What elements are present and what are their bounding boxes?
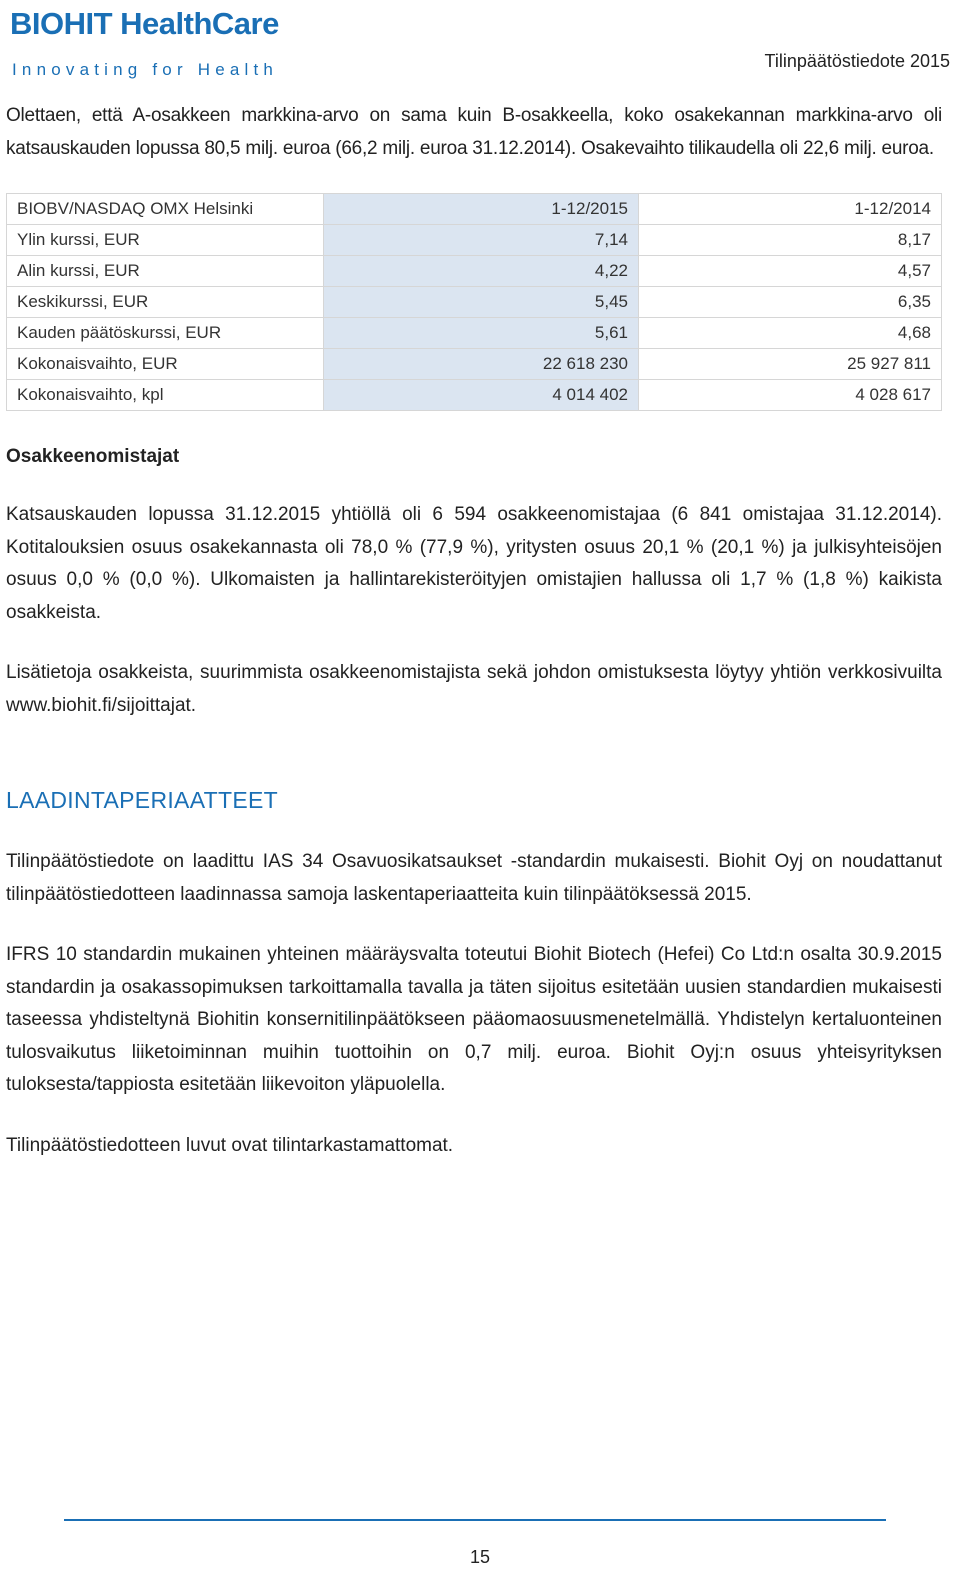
page-content [6, 100, 942, 1162]
table-cell-2014: 25 927 811 [639, 349, 942, 380]
table-cell-2015: 22 618 230 [324, 349, 639, 380]
table-cell-2015: 5,61 [324, 318, 639, 349]
table-row-label: Alin kurssi, EUR [7, 256, 324, 287]
table-header-cell: 1-12/2015 [324, 194, 639, 225]
table-row [7, 380, 942, 411]
table-row-label: Kokonaisvaihto, kpl [7, 380, 324, 411]
document-title: Tilinpäätöstiedote 2015 [764, 51, 950, 71]
table-row-label: Kauden päätöskurssi, EUR [7, 318, 324, 349]
table-header-row [7, 194, 942, 225]
table-cell-2015: 4,22 [324, 256, 639, 287]
table-row-label: Ylin kurssi, EUR [7, 225, 324, 256]
page-number: 15 [469, 1547, 491, 1567]
shareholders-paragraph: Katsauskauden lopussa 31.12.2015 yhtiöllä oli 6 594 osakkeenomistajaa (6 841 omistajaa 31.12.2014). Kotitalouksien osuus osakekannasta oli 78,0 % (77,9 %), yritysten osuus 20,1 % (20,1 %) ja julkisyhteisöjen osuus 0,0 % (0,0 %). Ulkomaisten ja hallintarekisteröityjen omistajien hallussa oli 1,7 % (1,8 %) kaikista osakkeista. [6, 504, 942, 623]
intro-paragraph: Olettaen, että A-osakkeen markkina-arvo on sama kuin B-osakkeella, koko osakekannan markkina-arvo oli katsauskauden lopussa 80,5 milj. euroa (66,2 milj. euroa 31.12.2014). Osakevaihto tilikaudella oli 22,6 milj. euroa. [6, 105, 942, 159]
logo-tagline: Innovating for Health [12, 60, 279, 79]
table-cell-2014: 4 028 617 [639, 380, 942, 411]
table-cell-2014: 8,17 [639, 225, 942, 256]
table-header-cell: 1-12/2014 [639, 194, 942, 225]
table-header-cell: BIOBV/NASDAQ OMX Helsinki [7, 194, 324, 225]
table-row [7, 287, 942, 318]
table-row-label: Keskikurssi, EUR [7, 287, 324, 318]
table-row-label: Kokonaisvaihto, EUR [7, 349, 324, 380]
table-cell-2014: 4,57 [639, 256, 942, 287]
shareholders-heading: Osakkeenomistajat [6, 446, 180, 467]
table-cell-2014: 6,35 [639, 287, 942, 318]
table-cell-2015: 7,14 [324, 225, 639, 256]
table-row [7, 256, 942, 287]
footer-divider [64, 1519, 886, 1521]
share-price-table [6, 193, 942, 411]
principles-heading: LAADINTAPERIAATTEET [6, 787, 278, 813]
table-row [7, 225, 942, 256]
page-header [0, 0, 960, 90]
unaudited-note: Tilinpäätöstiedotteen luvut ovat tilintarkastamattomat. [6, 1134, 454, 1156]
table-cell-2014: 4,68 [639, 318, 942, 349]
principles-paragraph: Tilinpäätöstiedote on laadittu IAS 34 Osavuosikatsaukset -standardin mukaisesti. Biohit Oyj on noudattanut tilinpäätöstiedotteen laadinnassa samoja laskentaperiaatteita kuin tilinpäätöksessä 2015. [6, 851, 942, 905]
ifrs10-paragraph: IFRS 10 standardin mukainen yhteinen määräysvalta toteutui Biohit Biotech (Hefei) Co Ltd:n osalta 30.9.2015 standardin ja osakassopimuksen tarkoittamalla tavalla ja täten sijoitus esitetään uusien standardien mukaisesti taseessa yhdisteltynä Biohitin konsernitilinpäätökseen pääomaosuusmenetelmällä. Yhdistelyn kertaluonteinen tulosvaikutus liiketoiminnan muihin tuottoihin on 0,7 milj. euroa. Biohit Oyj:n osuus yhteisyrityksen tuloksesta/tappiosta esitetään liikevoiton yläpuolella. [6, 944, 942, 1095]
shareholders-info-paragraph: Lisätietoja osakkeista, suurimmista osakkeenomistajista sekä johdon omistuksesta löytyy yhtiön verkkosivuilta www.biohit.fi/sijoittajat. [6, 662, 942, 716]
company-logo: BIOHIT HealthCare [10, 6, 279, 41]
table-row [7, 349, 942, 380]
table-cell-2015: 4 014 402 [324, 380, 639, 411]
table-row [7, 318, 942, 349]
table-cell-2015: 5,45 [324, 287, 639, 318]
